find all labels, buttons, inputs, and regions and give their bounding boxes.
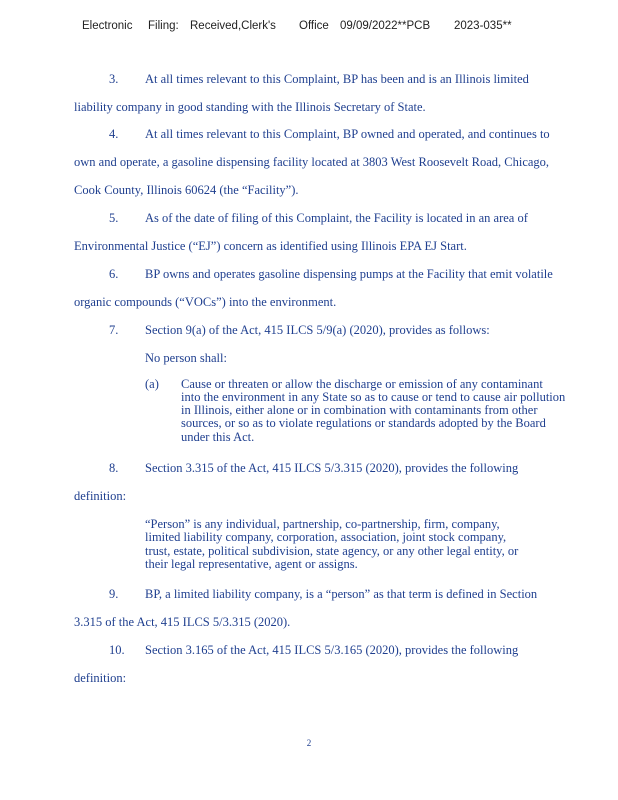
paragraph-line: At all times relevant to this Complaint, BP has been and is an Illinois limited xyxy=(145,72,529,86)
quote-line: under this Act. xyxy=(181,430,255,444)
paragraph-number: 10. xyxy=(109,643,125,657)
quote-line: Cause or threaten or allow the discharge or emission of any contaminant xyxy=(181,377,543,391)
paragraph-line: At all times relevant to this Complaint, BP owned and operated, and continues to xyxy=(145,127,550,141)
header-case-number: 2023-035** xyxy=(454,20,512,32)
page-number: 2 xyxy=(306,738,312,748)
header-electronic: Electronic xyxy=(82,20,133,32)
paragraph-number: 4. xyxy=(109,127,119,141)
paragraph-line: Section 3.315 of the Act, 415 ILCS 5/3.315 (2020), provides the following xyxy=(145,461,519,475)
header-date-pcb: 09/09/2022**PCB xyxy=(340,20,431,32)
quote-line: trust, estate, political subdivision, state agency, or any other legal entity, or xyxy=(145,544,519,558)
paragraph-line: liability company in good standing with the Illinois Secretary of State. xyxy=(74,100,426,114)
paragraph-number: 5. xyxy=(109,211,119,225)
paragraph-line: definition: xyxy=(74,671,127,685)
quote-line: into the environment in any State so as to cause or tend to cause air pollution xyxy=(181,390,566,404)
paragraph-line: BP, a limited liability company, is a “person” as that term is defined in Section xyxy=(145,587,538,601)
paragraph-line: own and operate, a gasoline dispensing facility located at 3803 West Roosevelt Road, Chicago, xyxy=(74,155,550,169)
quote-line: in Illinois, either alone or in combination with contaminants from other xyxy=(181,403,538,417)
header-received-clerks: Received,Clerk's xyxy=(190,20,276,32)
paragraph-line: 3.315 of the Act, 415 ILCS 5/3.315 (2020). xyxy=(74,615,291,629)
quote-intro: No person shall: xyxy=(145,351,227,365)
paragraph-line: Environmental Justice (“EJ”) concern as identified using Illinois EPA EJ Start. xyxy=(74,239,467,253)
paragraph-number: 9. xyxy=(109,587,119,601)
quote-line: their legal representative, agent or assigns. xyxy=(145,557,358,571)
subsection-label: (a) xyxy=(145,377,159,391)
quote-line: “Person” is any individual, partnership, co-partnership, firm, company, xyxy=(145,517,500,531)
paragraph-line: Section 9(a) of the Act, 415 ILCS 5/9(a) (2020), provides as follows: xyxy=(145,323,490,337)
header-office: Office xyxy=(299,20,329,32)
paragraph-line: Section 3.165 of the Act, 415 ILCS 5/3.165 (2020), provides the following xyxy=(145,643,519,657)
paragraph-number: 8. xyxy=(109,461,119,475)
paragraph-number: 7. xyxy=(109,323,119,337)
quote-line: limited liability company, corporation, association, joint stock company, xyxy=(145,530,507,544)
paragraph-line: Cook County, Illinois 60624 (the “Facility”). xyxy=(74,183,299,197)
paragraph-line: As of the date of filing of this Complaint, the Facility is located in an area of xyxy=(145,211,528,225)
paragraph-line: definition: xyxy=(74,489,127,503)
header-filing: Filing: xyxy=(148,20,179,32)
quote-line: sources, or so as to violate regulations or standards adopted by the Board xyxy=(181,416,546,430)
paragraph-line: BP owns and operates gasoline dispensing pumps at the Facility that emit volatile xyxy=(145,267,553,281)
filing-stamp-header xyxy=(82,20,582,36)
paragraph-number: 6. xyxy=(109,267,119,281)
paragraph-number: 3. xyxy=(109,72,119,86)
paragraph-line: organic compounds (“VOCs”) into the environment. xyxy=(74,295,337,309)
